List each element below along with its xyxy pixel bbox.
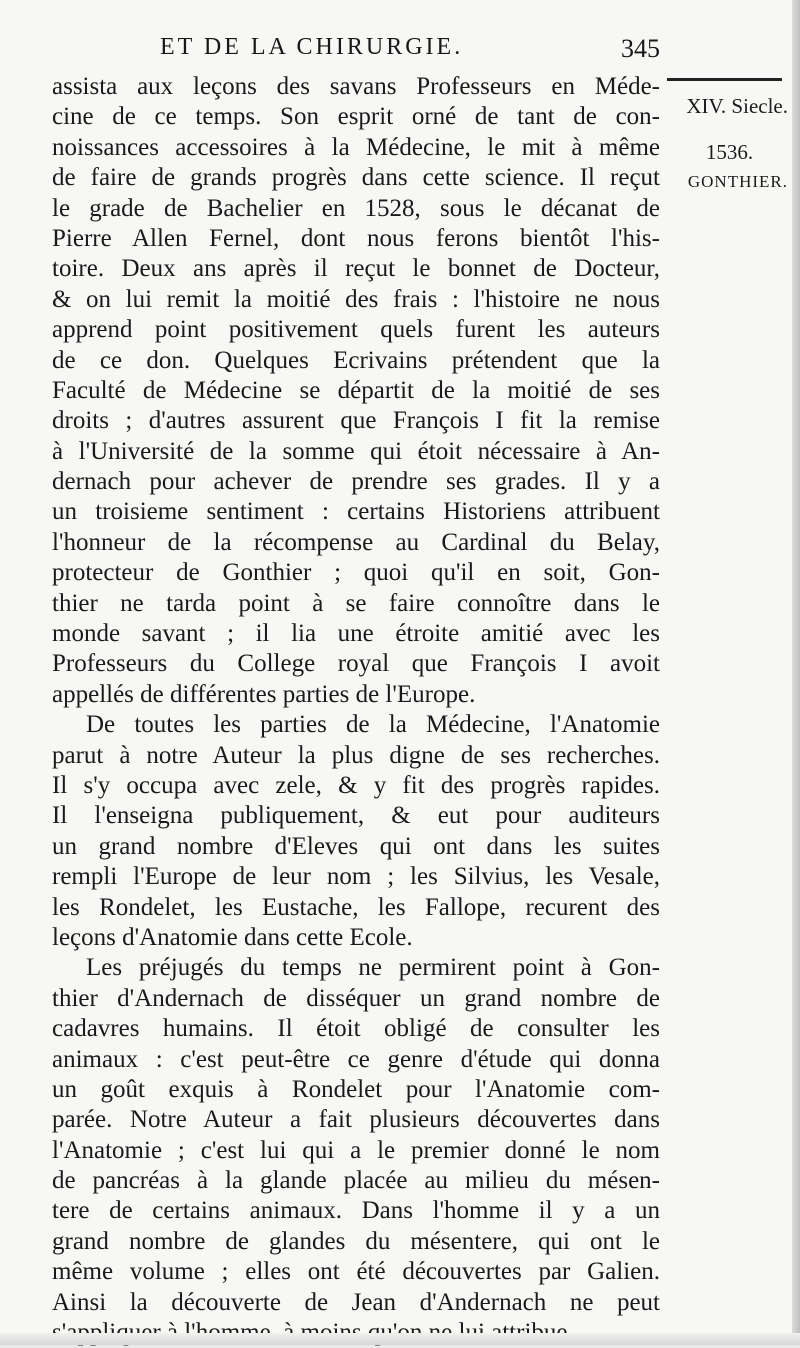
- text-line: cadavres humains. Il étoit obligé de consulter les: [52, 1015, 660, 1043]
- page-number: 345: [621, 34, 660, 63]
- text-line: & on lui remit la moitié des frais : l'histoire ne nous: [52, 285, 660, 313]
- text-line: noissances accessoires à la Médecine, le mit à même: [52, 133, 660, 161]
- text-line: Pierre Allen Fernel, dont nous ferons bientôt l'his-: [52, 224, 660, 252]
- margin-note-century: XIV. Siecle.: [686, 94, 788, 118]
- text-line: même volume ; elles ont été découvertes par Galien.: [52, 1258, 660, 1286]
- body-text: [52, 72, 660, 1348]
- running-title: ET DE LA CHIRURGIE.: [160, 34, 464, 60]
- text-line: Ainsi la découverte de Jean d'Andernach ne peut: [52, 1288, 660, 1316]
- text-line: Il l'enseigna publiquement, & eut pour auditeurs: [52, 802, 660, 830]
- text-line: Faculté de Médecine se départit de la moitié de ses: [52, 376, 660, 404]
- paragraph: [52, 710, 660, 953]
- page-bottom-edge: [0, 1333, 800, 1345]
- text-line: thier d'Andernach de disséquer un grand nombre de: [52, 984, 660, 1012]
- text-line: De toutes les parties de la Médecine, l'Anatomie: [86, 711, 660, 739]
- text-line: Il s'y occupa avec zele, & y fit des progrès rapides.: [52, 771, 660, 799]
- text-line: à l'Université de la somme qui étoit nécessaire à An-: [52, 437, 660, 465]
- margin-note-year: 1536.: [705, 140, 754, 164]
- margin-note-name: GONTHIER.: [687, 172, 788, 191]
- text-line: grand nombre de glandes du mésentere, qui ont le: [52, 1227, 660, 1255]
- margin-notes: [667, 88, 792, 190]
- text-line: parut à notre Auteur la plus digne de ses recherches.: [52, 741, 660, 769]
- text-line: un troisieme sentiment : certains Historiens attribuent: [52, 498, 660, 526]
- text-line: cine de ce temps. Son esprit orné de tant de con-: [52, 103, 660, 131]
- text-line: un grand nombre d'Eleves qui ont dans les suites: [52, 832, 660, 860]
- text-line: assista aux leçons des savans Professeurs en Méde-: [52, 73, 660, 100]
- margin-rule: [667, 78, 782, 81]
- text-line: animaux : c'est peut-être ce genre d'étude qui donna: [52, 1045, 660, 1073]
- text-line: de pancréas à la glande placée au milieu du mésen-: [52, 1167, 660, 1195]
- text-line: toire. Deux ans après il reçut le bonnet de Docteur,: [52, 255, 660, 283]
- text-line: appellés de différentes parties de l'Europe.: [52, 680, 476, 708]
- text-line: l'Anatomie ; c'est lui qui a le premier donné le nom: [52, 1136, 660, 1164]
- paragraph: [52, 72, 660, 710]
- text-line: les Rondelet, les Eustache, les Fallope, recurent des: [52, 893, 660, 921]
- text-line: droits ; d'autres assurent que François I fit la remise: [52, 407, 660, 435]
- page-header: [150, 32, 670, 72]
- text-line: apprend point positivement quels furent les auteurs: [52, 316, 660, 344]
- text-line: de faire de grands progrès dans cette science. Il reçut: [52, 164, 660, 192]
- page-edge-shadow: [792, 0, 800, 1345]
- paragraph: [52, 953, 660, 1348]
- text-line: thier ne tarda point à se faire connoître dans le: [52, 589, 660, 617]
- text-line: l'honneur de la récompense au Cardinal du Belay,: [52, 528, 660, 556]
- text-line: le grade de Bachelier en 1528, sous le décanat de: [52, 194, 660, 222]
- text-line: rempli l'Europe de leur nom ; les Silvius, les Vesale,: [52, 863, 660, 891]
- text-line: tere de certains animaux. Dans l'homme il y a un: [52, 1197, 660, 1225]
- text-line: un goût exquis à Rondelet pour l'Anatomie com-: [52, 1075, 660, 1103]
- text-line: protecteur de Gonthier ; quoi qu'il en soit, Gon-: [52, 559, 660, 587]
- text-line: leçons d'Anatomie dans cette Ecole.: [52, 923, 413, 951]
- text-line: monde savant ; il lia une étroite amitié avec les: [52, 620, 660, 648]
- text-line: Les préjugés du temps ne permirent point à Gon-: [86, 954, 660, 982]
- text-line: dernach pour achever de prendre ses grades. Il y a: [52, 468, 660, 496]
- text-line: Professeurs du College royal que François I avoit: [52, 650, 660, 678]
- text-line: de ce don. Quelques Ecrivains prétendent que la: [52, 346, 660, 374]
- text-line: parée. Notre Auteur a fait plusieurs découvertes dans: [52, 1106, 660, 1134]
